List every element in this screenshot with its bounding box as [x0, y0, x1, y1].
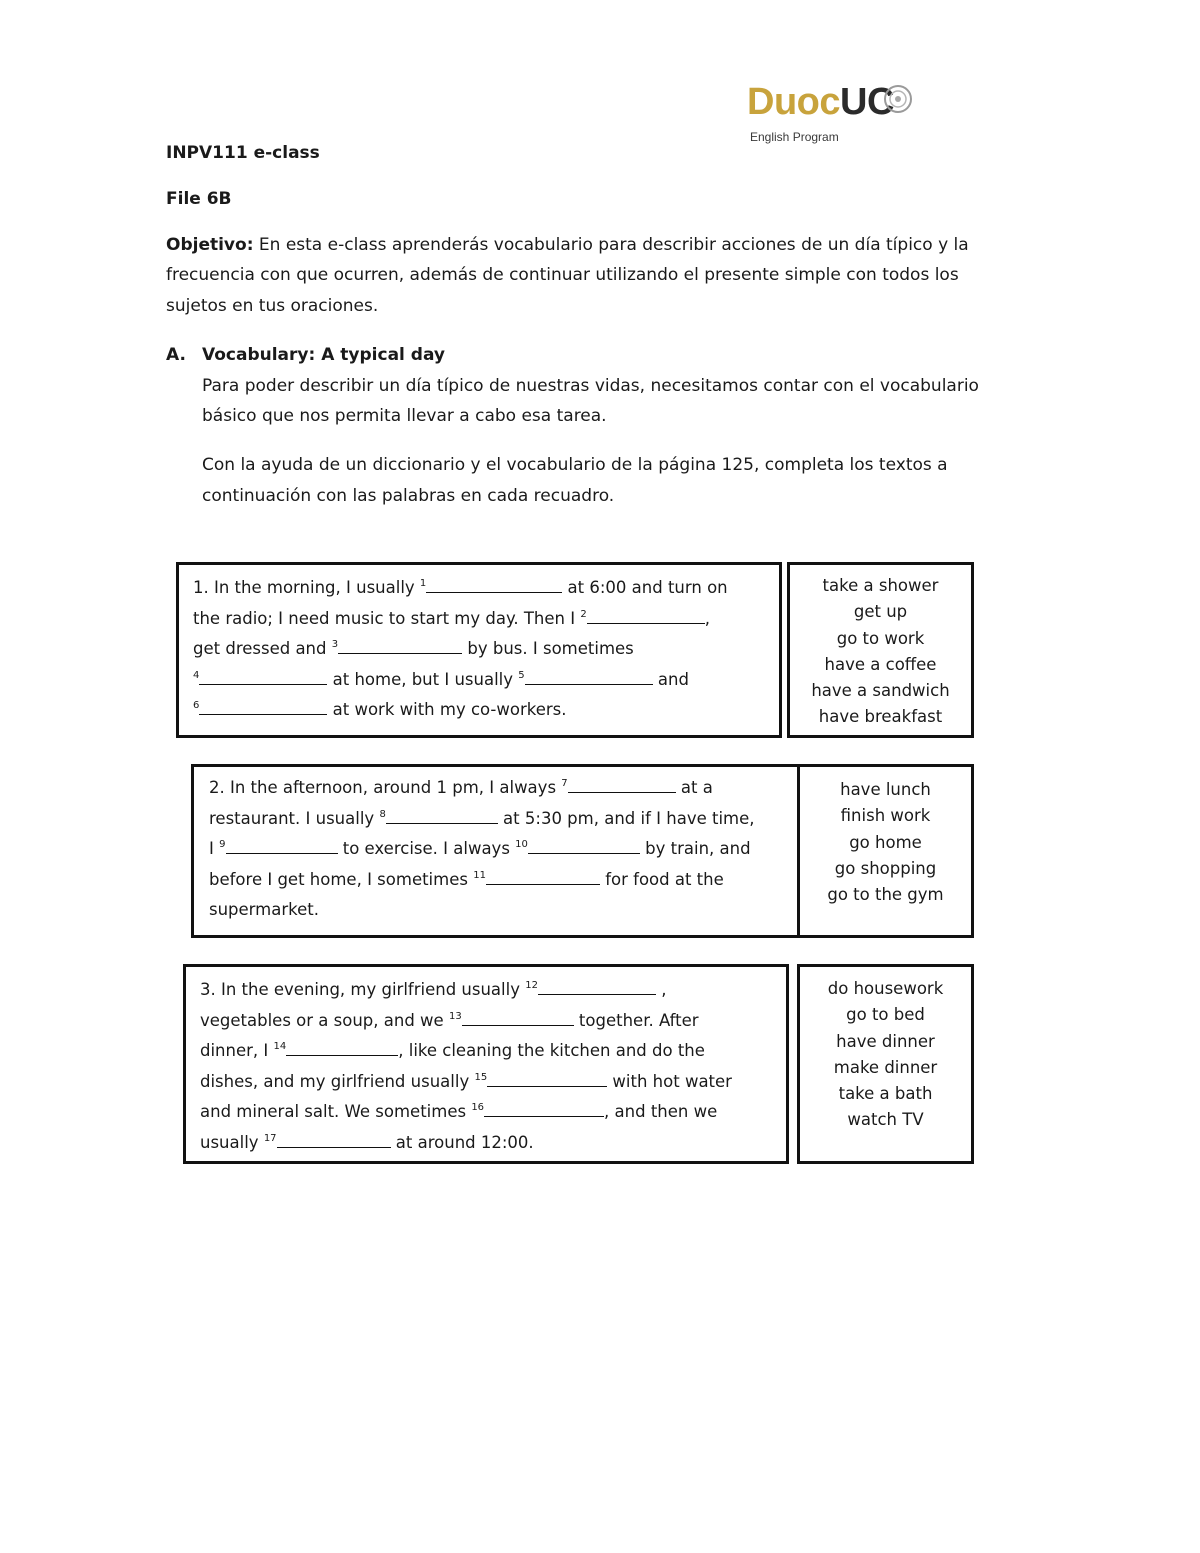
- objective-line-1: [166, 230, 969, 260]
- blank-number: 1: [419, 578, 427, 589]
- word-item: have a sandwich: [811, 681, 950, 701]
- exercise-number: 3: [200, 980, 211, 999]
- blank-number: 11: [473, 869, 486, 881]
- para1-line-1: Para poder describir un día típico de nuestras vidas, necesitamos contar con el vocabulario: [202, 376, 979, 396]
- word-list-3: [800, 976, 971, 1134]
- blank-number: 4: [193, 669, 200, 681]
- seal-icon: [883, 84, 913, 114]
- answer-blank-5[interactable]: [525, 666, 653, 685]
- logo-uc: UC: [840, 81, 894, 123]
- word-list-2: [800, 777, 971, 908]
- answer-blank-15[interactable]: [487, 1068, 607, 1087]
- section-a-heading: [166, 340, 445, 370]
- objective-label: Objetivo:: [166, 235, 254, 255]
- text-segment: at home, but I usually: [327, 669, 519, 689]
- answer-blank-3[interactable]: [338, 635, 462, 654]
- text-segment: with hot water: [607, 1071, 732, 1091]
- answer-blank-11[interactable]: [486, 866, 600, 885]
- text-segment: for food at the: [599, 869, 724, 889]
- text-segment: I: [209, 839, 220, 858]
- word-item: watch TV: [847, 1110, 924, 1130]
- course-title: INPV111 e-class: [166, 143, 320, 163]
- blank-number: 13: [448, 1010, 462, 1022]
- answer-blank-12[interactable]: [538, 976, 656, 995]
- text-segment: by bus. I sometimes: [462, 639, 634, 658]
- answer-blank-1[interactable]: [426, 574, 562, 593]
- duoc-uc-logo: [747, 80, 917, 155]
- text-segment: restaurant. I usually: [209, 808, 380, 828]
- text-segment: . In the afternoon, around 1 pm, I always: [219, 778, 562, 797]
- text-segment: by train, and: [639, 839, 751, 858]
- word-item: finish work: [840, 806, 931, 826]
- text-segment: . In the morning, I usually: [203, 578, 420, 597]
- exercise-number: 2: [209, 778, 220, 797]
- text-segment: , like cleaning the kitchen and do the: [398, 1041, 705, 1060]
- blank-number: 2: [580, 608, 587, 620]
- exercise-3-text: [200, 975, 732, 1158]
- blank-number: 6: [193, 700, 200, 711]
- word-item: have lunch: [840, 780, 931, 799]
- word-item: do housework: [827, 979, 944, 998]
- exercise-number: 1: [193, 578, 204, 597]
- word-item: go shopping: [834, 858, 937, 878]
- word-item: have a coffee: [824, 654, 937, 674]
- text-segment: the radio; I need music to start my day. Then I: [193, 608, 581, 628]
- blank-number: 7: [561, 778, 568, 789]
- text-segment: , and then we: [604, 1102, 718, 1121]
- text-segment: at 5:30 pm, and if I have time,: [497, 808, 755, 828]
- answer-blank-7[interactable]: [568, 774, 676, 793]
- objective-text-1: En esta e-class aprenderás vocabulario para describir acciones de un día típico y la: [253, 235, 969, 255]
- blank-number: 5: [518, 669, 525, 681]
- word-item: go to the gym: [827, 885, 944, 905]
- text-segment: dishes, and my girlfriend usually: [200, 1071, 475, 1091]
- word-item: have dinner: [836, 1031, 935, 1051]
- file-title: File 6B: [166, 189, 232, 209]
- blank-number: 16: [471, 1102, 485, 1113]
- answer-blank-17[interactable]: [277, 1129, 391, 1148]
- para2-line-1: Con la ayuda de un diccionario y el vocabulario de la página 125, completa los textos a: [202, 455, 948, 475]
- answer-blank-10[interactable]: [528, 835, 640, 854]
- text-segment: get dressed and: [193, 639, 332, 658]
- exercise-1-text: [193, 573, 728, 726]
- word-item: take a shower: [822, 576, 939, 595]
- objective-line-2: frecuencia con que ocurren, además de continuar utilizando el presente simple con todos los: [166, 265, 959, 285]
- exercise-2-box: [191, 764, 974, 938]
- exercise-1-box: [176, 562, 782, 738]
- text-segment: ,: [704, 608, 710, 628]
- blank-number: 10: [515, 839, 528, 850]
- logo-subtitle: English Program: [750, 130, 839, 144]
- word-item: go to work: [836, 628, 925, 648]
- text-segment: and mineral salt. We sometimes: [200, 1102, 472, 1121]
- answer-blank-9[interactable]: [226, 835, 338, 854]
- blank-number: 3: [331, 639, 339, 650]
- answer-blank-4[interactable]: [199, 666, 327, 685]
- word-item: go to bed: [846, 1005, 925, 1025]
- text-segment: and: [652, 669, 689, 689]
- logo-duoc: Duoc: [747, 81, 840, 123]
- word-item: make dinner: [833, 1057, 938, 1077]
- text-segment: . In the evening, my girlfriend usually: [210, 980, 526, 999]
- section-title: Vocabulary: A typical day: [202, 345, 445, 365]
- word-item: have breakfast: [818, 707, 943, 727]
- text-segment: dinner, I: [200, 1041, 274, 1060]
- answer-blank-13[interactable]: [462, 1007, 574, 1026]
- word-item: get up: [853, 602, 908, 622]
- text-segment: before I get home, I sometimes: [209, 869, 474, 889]
- blank-number: 14: [273, 1041, 287, 1052]
- word-item: go home: [849, 832, 922, 852]
- answer-blank-8[interactable]: [386, 805, 498, 824]
- answer-blank-14[interactable]: [286, 1037, 398, 1056]
- blank-number: 9: [219, 839, 226, 850]
- para1-line-2: básico que nos permita llevar a cabo esa tarea.: [202, 406, 607, 426]
- text-segment: at 6:00 and turn on: [562, 578, 728, 597]
- section-marker: A.: [166, 345, 186, 365]
- exercise-2-text: [209, 773, 755, 926]
- word-box-1: [787, 562, 974, 738]
- para2-line-2: continuación con las palabras en cada recuadro.: [202, 486, 615, 506]
- objective-line-3: sujetos en tus oraciones.: [166, 296, 379, 316]
- text-segment: usually: [200, 1132, 264, 1152]
- word-list-1: [790, 573, 971, 731]
- text-segment: at around 12:00.: [390, 1132, 534, 1152]
- blank-number: 15: [474, 1071, 488, 1083]
- text-segment: to exercise. I always: [337, 839, 516, 858]
- blank-number: 12: [525, 980, 538, 991]
- text-segment: vegetables or a soup, and we: [200, 1010, 449, 1030]
- answer-blank-6[interactable]: [199, 696, 327, 715]
- text-segment: at work with my co-workers.: [327, 700, 567, 719]
- text-segment: together. After: [573, 1010, 699, 1030]
- text-segment: at a: [675, 778, 713, 797]
- word-item: take a bath: [838, 1084, 933, 1104]
- text-segment: supermarket.: [209, 900, 319, 919]
- answer-blank-2[interactable]: [587, 605, 705, 624]
- blank-number: 8: [379, 808, 386, 820]
- word-box-3: [797, 964, 974, 1164]
- answer-blank-16[interactable]: [484, 1098, 604, 1117]
- blank-number: 17: [263, 1132, 277, 1144]
- exercise-3-box: [183, 964, 789, 1164]
- text-segment: ,: [655, 980, 667, 999]
